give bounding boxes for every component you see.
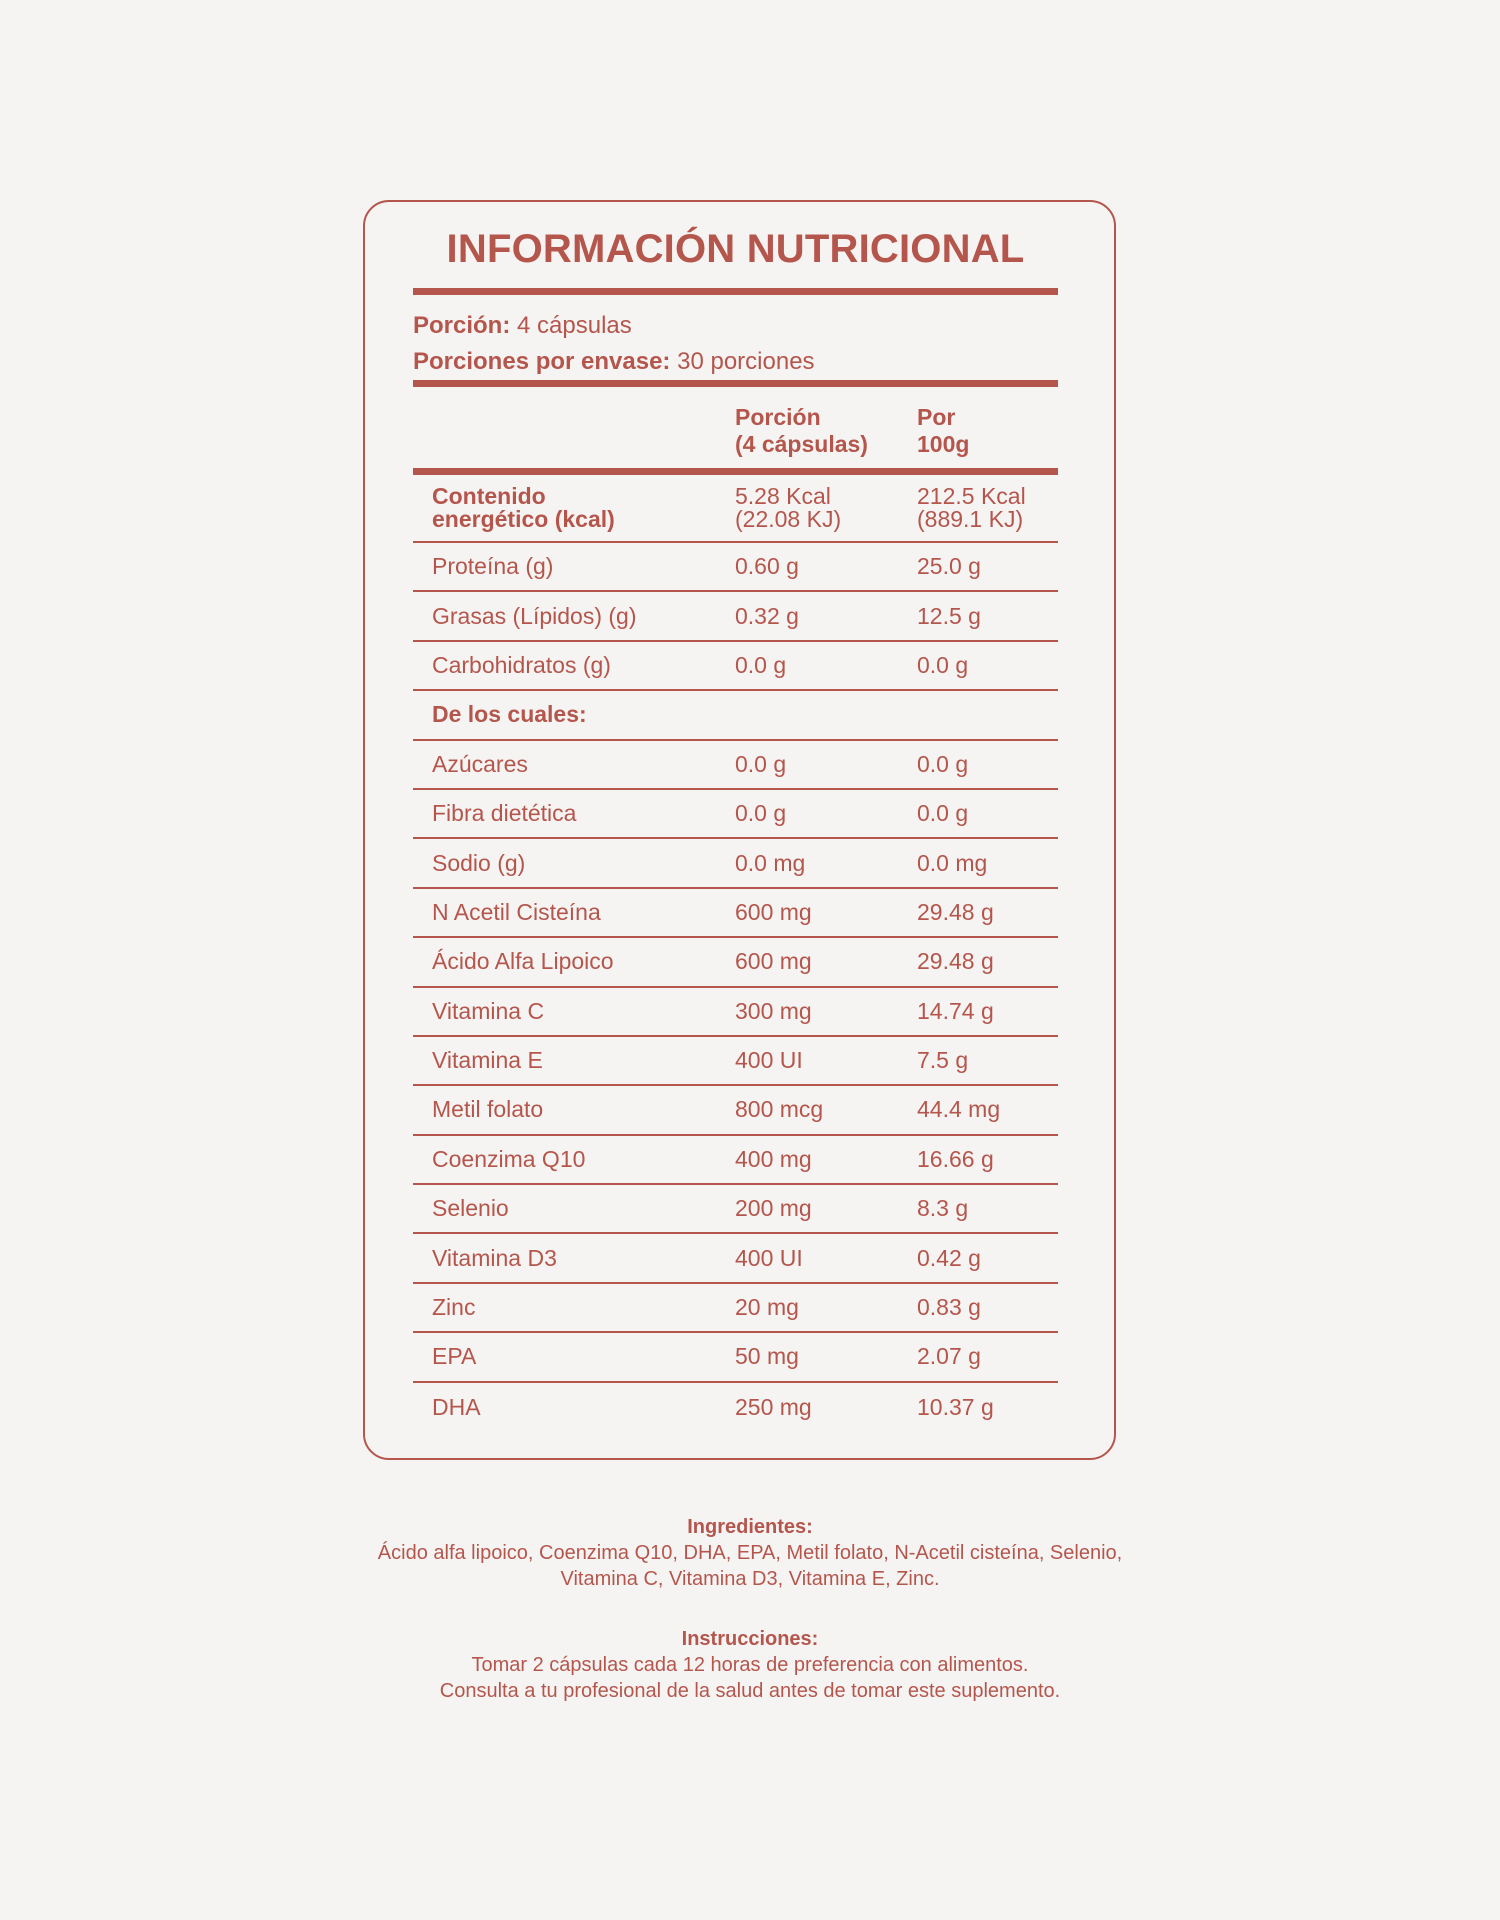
per-serving-value: 250 mg (735, 1393, 812, 1420)
table-header-row (413, 387, 1058, 468)
header-empty-cell (413, 404, 735, 458)
nutrient-row (413, 1383, 1058, 1432)
serving-size-value: 4 cápsulas (517, 312, 632, 339)
ingredients-heading: Ingredientes: (687, 1516, 813, 1538)
nutrient-row (413, 475, 1058, 543)
nutrient-name: Metil folato (432, 1096, 544, 1123)
per-100g-value: 16.66 g (917, 1145, 994, 1172)
instructions-heading: Instrucciones: (681, 1628, 819, 1650)
nutrient-row (413, 1037, 1058, 1086)
nutrition-facts-card (363, 200, 1116, 1460)
header-per-serving-line1: Porción (735, 404, 821, 430)
per-serving-value: 20 mg (735, 1294, 799, 1321)
nutrient-name: Selenio (432, 1195, 509, 1222)
nutrient-name: Proteína (g) (432, 553, 554, 580)
nutrient-row (413, 1234, 1058, 1283)
servings-per-container-line (413, 344, 1058, 380)
nutrient-row (413, 1086, 1058, 1135)
servings-per-container-value: 30 porciones (677, 348, 815, 375)
nutrient-row (413, 741, 1058, 790)
per-100g-value: 29.48 g (917, 948, 994, 975)
nutrient-name: Carbohidratos (g) (432, 651, 611, 678)
header-per-serving-line2: (4 cápsulas) (735, 431, 868, 457)
per-serving-value: 800 mcg (735, 1096, 824, 1123)
per-serving-value: 400 mg (735, 1145, 812, 1172)
nutrient-name: Ácido Alfa Lipoico (432, 948, 614, 975)
instructions-line: Tomar 2 cápsulas cada 12 horas de preferencia con alimentos. (471, 1654, 1029, 1676)
serving-info (413, 295, 1058, 380)
nutrient-table (413, 475, 1058, 1432)
nutrient-row (413, 1136, 1058, 1185)
nutrient-name: Grasas (Lípidos) (g) (432, 602, 637, 629)
nutrient-row (413, 839, 1058, 888)
per-serving-value: 400 UI (735, 1244, 803, 1271)
per-serving-value: 600 mg (735, 898, 812, 925)
nutrient-name: De los cuales: (432, 701, 587, 728)
ingredients-line: Vitamina C, Vitamina D3, Vitamina E, Zinc. (560, 1568, 940, 1590)
nutrient-name: Vitamina D3 (432, 1244, 557, 1271)
per-100g-value: 14.74 g (917, 997, 994, 1024)
nutrient-row (413, 1333, 1058, 1382)
nutrient-name: DHA (432, 1393, 481, 1420)
per-serving-value: 400 UI (735, 1047, 803, 1074)
per-100g-value: 10.37 g (917, 1393, 994, 1420)
per-serving-value: 600 mg (735, 948, 812, 975)
servings-per-container-label: Porciones por envase: (413, 348, 671, 375)
per-serving-value: 50 mg (735, 1343, 799, 1370)
nutrient-row (413, 691, 1058, 740)
header-per-100g-line2: 100g (917, 431, 970, 457)
per-serving-value: 0.0 mg (735, 849, 806, 876)
ingredients-line: Ácido alfa lipoico, Coenzima Q10, DHA, EPA, Metil folato, N-Acetil cisteína, Selenio, (377, 1542, 1123, 1564)
nutrient-name: Zinc (432, 1294, 476, 1321)
serving-size-label: Porción: (413, 312, 511, 339)
nutrient-name: Fibra dietética (432, 800, 577, 827)
nutrient-row (413, 543, 1058, 592)
nutrition-facts-title: INFORMACIÓN NUTRICIONAL (446, 227, 1025, 271)
per-serving-value: 0.0 g (735, 651, 787, 678)
nutrient-name: Coenzima Q10 (432, 1145, 586, 1172)
nutrient-row (413, 938, 1058, 987)
per-100g-value: 0.83 g (917, 1294, 981, 1321)
per-100g-value: 0.0 g (917, 800, 969, 827)
nutrient-row (413, 790, 1058, 839)
nutrient-name: EPA (432, 1343, 477, 1370)
per-100g-value: 2.07 g (917, 1343, 981, 1370)
divider-thick (413, 380, 1058, 387)
per-serving-value: 0.60 g (735, 553, 799, 580)
per-serving-value: 300 mg (735, 997, 812, 1024)
per-100g-value: 25.0 g (917, 553, 981, 580)
header-per-serving (735, 404, 917, 458)
nutrient-row (413, 642, 1058, 691)
serving-size-line (413, 308, 1058, 344)
per-100g-value: 44.4 mg (917, 1096, 1001, 1123)
nutrient-row (413, 1185, 1058, 1234)
nutrient-name: Sodio (g) (432, 849, 526, 876)
per-serving-value: 200 mg (735, 1195, 812, 1222)
per-serving-value: 0.0 g (735, 800, 787, 827)
nutrient-row (413, 592, 1058, 641)
per-serving-value: 0.0 g (735, 750, 787, 777)
per-100g-value: 12.5 g (917, 602, 981, 629)
per-100g-value: 0.42 g (917, 1244, 981, 1271)
per-100g-value: 8.3 g (917, 1195, 969, 1222)
nutrient-row (413, 1284, 1058, 1333)
nutrient-row (413, 889, 1058, 938)
nutrient-name: N Acetil Cisteína (432, 898, 601, 925)
divider-thick (413, 288, 1058, 295)
footer (0, 1514, 1500, 1704)
per-serving-value: 5.28 Kcal (22.08 KJ) (735, 483, 842, 532)
per-100g-value: 212.5 Kcal (889.1 KJ) (917, 483, 1026, 532)
instructions-line: Consulta a tu profesional de la salud antes de tomar este suplemento. (439, 1680, 1061, 1702)
nutrient-name: Azúcares (432, 750, 528, 777)
header-per-100g-line1: Por (917, 404, 956, 430)
nutrient-name: Vitamina C (432, 997, 545, 1024)
divider-thick (413, 468, 1058, 475)
per-serving-value: 0.32 g (735, 602, 799, 629)
header-per-100g (917, 404, 1058, 458)
per-100g-value: 29.48 g (917, 898, 994, 925)
nutrient-row (413, 988, 1058, 1037)
per-100g-value: 0.0 mg (917, 849, 988, 876)
per-100g-value: 7.5 g (917, 1047, 969, 1074)
nutrient-name: Vitamina E (432, 1047, 543, 1074)
per-100g-value: 0.0 g (917, 750, 969, 777)
nutrient-name: Contenido energético (kcal) (432, 483, 615, 532)
per-100g-value: 0.0 g (917, 651, 969, 678)
